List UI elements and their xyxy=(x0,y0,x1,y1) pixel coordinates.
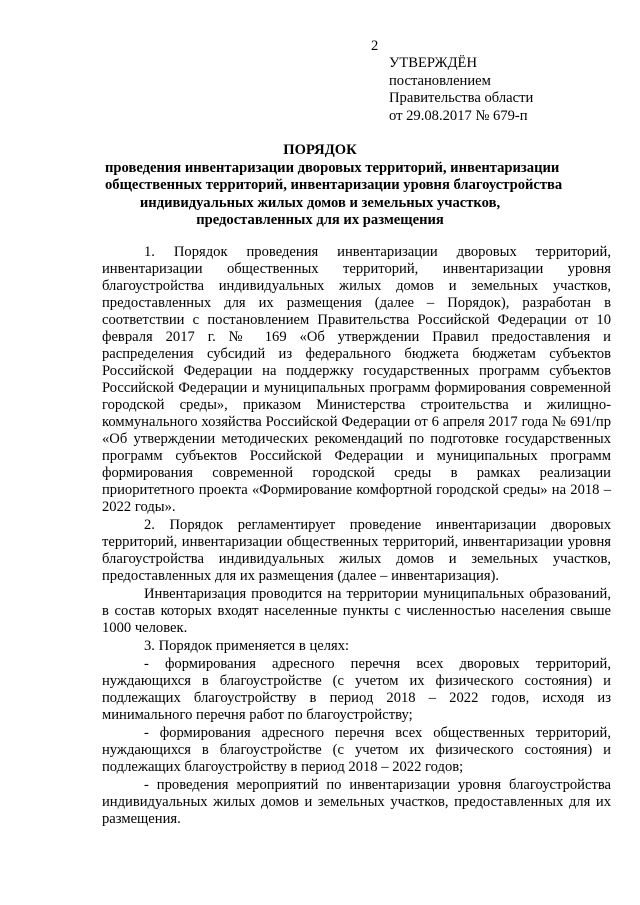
approval-line: постановлением xyxy=(389,72,491,89)
paragraph: Инвентаризация проводится на территории муниципальных образований, в состав которых входят населенные пункты с численностью населения свыше 1000 человек. xyxy=(102,586,611,636)
paragraph: - формирования адресного перечня всех общественных территорий, нуждающихся в благоустройстве (с учетом их физического состояния) и подлежащих благоустройству в период 2018 – 2022 годов; xyxy=(102,725,611,775)
title-line: предоставленных для их размещения xyxy=(196,212,444,228)
title-line: проведения инвентаризации дворовых территорий, инвентаризации xyxy=(105,159,560,176)
title-heading: ПОРЯДОК xyxy=(283,142,357,158)
approval-line: Правительства области xyxy=(389,90,534,106)
paragraph: 3. Порядок применяется в целях: xyxy=(144,638,350,654)
document-body xyxy=(102,244,611,828)
title-line: индивидуальных жилых домов и земельных участков, xyxy=(139,194,501,211)
approval-line: от 29.08.2017 № 679-п xyxy=(389,107,528,124)
paragraph: - формирования адресного перечня всех дворовых территорий, нуждающихся в благоустройстве (с учетом их физического состояния) и подлежащих благоустройству в период 2018 – 2022 годов, исходя из минимального перечня работ по благоустройству; xyxy=(102,656,611,723)
document-title xyxy=(105,142,563,230)
paragraph: 2. Порядок регламентирует проведение инвентаризации дворовых территорий, инвентаризации общественных территорий, инвентаризации уровня благоустройства индивидуальных жилых домов и земельных участков, предоставленных для их размещения (далее – инвентаризация). xyxy=(102,517,611,584)
title-line: общественных территорий, инвентаризации уровня благоустройства xyxy=(105,177,563,193)
approval-stamp xyxy=(389,55,533,125)
paragraph: 1. Порядок проведения инвентаризации дворовых территорий, инвентаризации общественных территорий, инвентаризации уровня благоустройства индивидуальных жилых домов и земельных участков, предоставленных для их размещения (далее – Порядок), разработан в соответствии с постановлением Правительства Российской Федерации от 10 февраля 2017 г. № 169 «Об утверждении Правил предоставления и распределения субсидий из федерального бюджета бюджетам субъектов Российской Федерации на поддержку государственных программ субъектов Российской Федерации и муниципальных программ формирования современной городской среды», приказом Министерства строительства и жилищно-коммунального хозяйства Российской Федерации от 6 апреля 2017 года № 691/пр «Об утверждении методических рекомендаций по подготовке государственных программ субъектов Российской Федерации и муниципальных программ формирования современной городской среды в рамках реализации приоритетного проекта «Формирование комфортной городской среды» на 2018 – 2022 годы». xyxy=(102,244,611,515)
page-number: 2 xyxy=(371,38,379,54)
approval-line: УТВЕРЖДЁН xyxy=(389,55,477,71)
paragraph: - проведения мероприятий по инвентаризации уровня благоустройства индивидуальных жилых домов и земельных участков, предоставленных для их размещения. xyxy=(102,777,611,827)
